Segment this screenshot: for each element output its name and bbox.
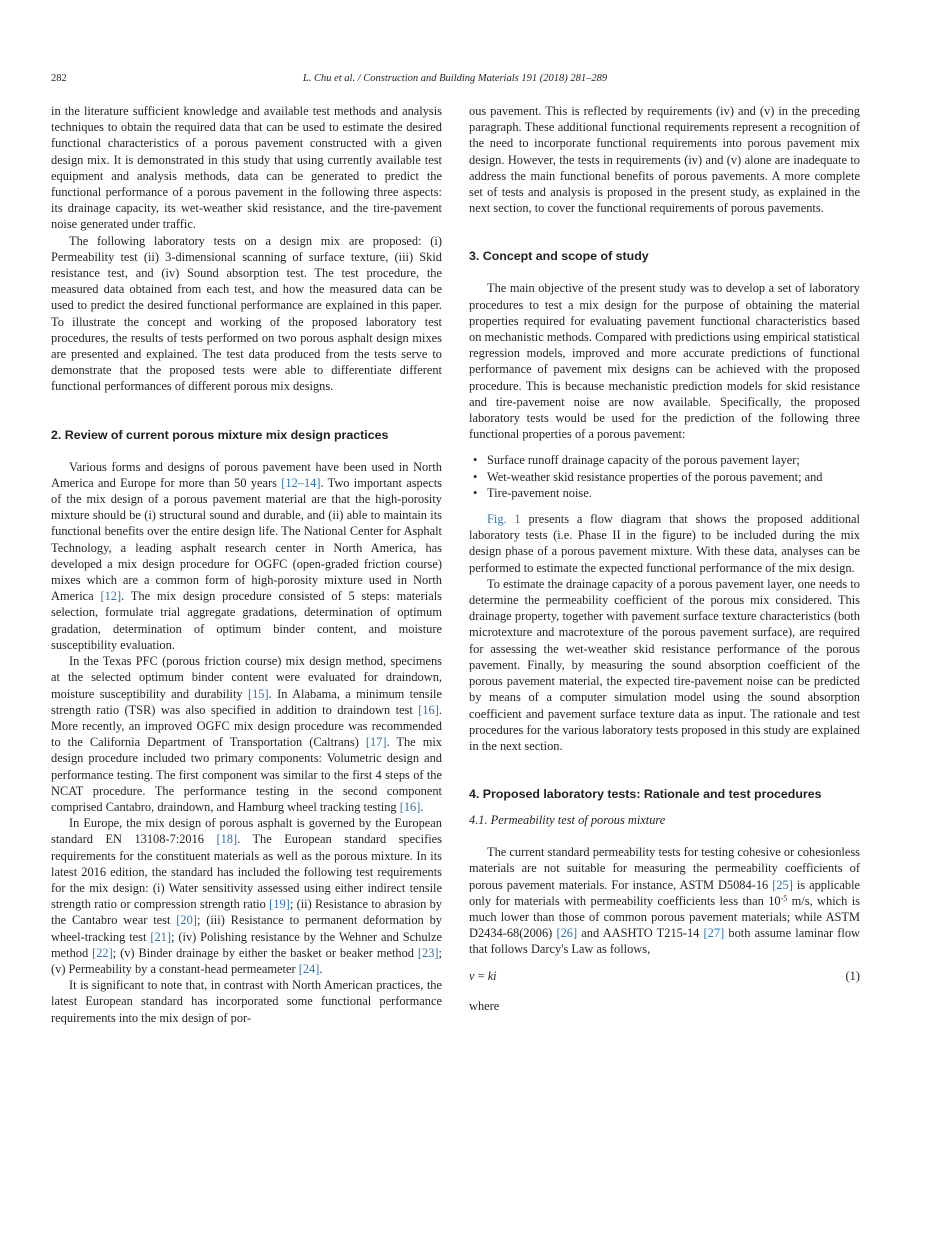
- page-number: 282: [51, 73, 67, 84]
- paragraph: The current standard permeability tests for testing cohesive or cohesionless materials are not suitable for measuring the permeability coefficients of porous pavement materials. For instance, ASTM D5084-16 [25] is applicable only for materials with permeability coefficients less than $10^{-5}$ m/s, which is much lower than those of common porous pavement materials; while ASTM D2434-68(2006) [26] and AASHTO T215-14 [27] both assume laminar flow that follows Darcy's Law as follows,: [469, 845, 861, 957]
- paragraph: In Europe, the mix design of porous asphalt is governed by the European standard EN 13108-7:2016 [18]. The European standard specifies requirements for the constituent materials as well as the porous mixture. In its latest 2016 edition, the standard has included the following test requirements for the mix design: (i) Water sensitivity assessed using either indirect tensile strength ratio or compression strength ratio [19]; (ii) Resistance to abrasion by the Cantabro wear test [20]; (iii) Resistance to permanent deformation by wheel-tracking test [21]; (iv) Polishing resistance by the Wehner and Schulze method [22]; (v) Binder drainage by either the basket or beaker method [23]; (v) Permeability by a constant-head permeameter [24].: [51, 816, 443, 976]
- paragraph: To estimate the drainage capacity of a porous pavement layer, one needs to determine the permeability coefficient of the porous mix considered. This drainage property, together with pavement surface texture characteristics (both microtexture and macrotexture of the porous pavement surface), are required for assessing the wet-weather skid resistance performance of the porous pavement. Finally, by measuring the sound absorption coefficient of the porous pavement material, the expected tire-pavement noise can be predicted by means of a computer simulation model using the sound absorption coefficient and pavement surface texture data as input. The rationale and test procedures for the various laboratory tests proposed in this study are explained in the next section.: [469, 576, 860, 753]
- list-item: • Tire-pavement noise.: [473, 485, 592, 500]
- citation-link[interactable]: [25]: [772, 877, 793, 892]
- paragraph: The main objective of the present study was to develop a set of laboratory procedures to test a mix design for the purpose of obtaining the material properties required for evaluating pavement functional characteristics based on mechanistic methods. Compared with predictions using empirical statistical regression models, improved and more accurate predictions of functional performance of pavement mix designs can be achieved with the proposed procedure. This is because mechanistic prediction models for skid resistance and tire-pavement noise are now available. Specifically, the proposed laboratory tests would be used for the prediction of the following three functional properties of a porous pavement:: [469, 281, 860, 442]
- citation-link[interactable]: [21]: [150, 929, 172, 944]
- citation-link[interactable]: [26]: [556, 926, 578, 941]
- paragraph: It is significant to note that, in contrast with North American practices, the latest European standard has incorporated some functional performance requirements into the mix design of por-: [51, 978, 442, 1025]
- citation-link[interactable]: [27]: [703, 926, 725, 941]
- paragraph: where: [469, 998, 500, 1013]
- journal-citation: L. Chu et al. / Construction and Building Materials 191 (2018) 281–289: [302, 73, 608, 84]
- left-column: [51, 103, 442, 1026]
- list-item: • Wet-weather skid resistance properties of the porous pavement; and: [473, 469, 823, 484]
- right-column: [469, 103, 860, 1014]
- paragraph: Various forms and designs of porous pavement have been used in North America and Europe for more than 50 years [12–14]. Two important aspects of the mix design of a porous pavement material are that the high-porosity mixture should be (i) structural sound and durable, and (ii) able to maintain its functional benefits over the entire design life. The National Center for Asphalt Technology, a leading asphalt research center in North America, has developed a mix design procedure for OGFC (open-graded friction course) mixes which are a common form of high-porosity mixture used in North America [12]. The mix design procedure consisted of 5 steps: materials selection, formulate trial aggregate gradations, determination of optimum gradation, determination of optimum binder content, and moisture susceptibility evaluation.: [51, 459, 442, 652]
- paragraph: In the Texas PFC (porous friction course) mix design method, specimens at the selected optimum binder content were evaluated for draindown, moisture susceptibility and durability [15]. In Alabama, a minimum tensile strength ratio (TSR) was also specified in addition to draindown test [16]. More recently, an improved OGFC mix design procedure was recommended to the California Department of Transportation (Caltrans) [17]. The mix design procedure included two primary components: Volumetric design and performance testing. The first component was similar to the first 4 steps of the NCAT procedure. The performance testing in the second component comprised Cantabro, draindown, and Hamburg wheel tracking testing [16].: [51, 654, 442, 814]
- subsection-heading: 4.1. Permeability test of porous mixture: [469, 813, 666, 828]
- bullet-icon: •: [473, 469, 478, 484]
- section-heading: 3. Concept and scope of study: [469, 249, 649, 264]
- paragraph: ous pavement. This is reflected by requirements (iv) and (v) in the preceding paragraph. These additional functional requirements represent a recognition of the need to incorporate functional requirements into porous pavement mix design. However, the tests in requirements (iv) and (v) alone are inadequate to address the main functional benefits of porous pavements. A more complete set of tests and analysis is proposed in the present study, as explained in the next section, to cover the functional requirements of porous pavements.: [469, 104, 860, 216]
- citation-link[interactable]: [15]: [247, 686, 269, 701]
- citation-link[interactable]: [20]: [176, 913, 197, 928]
- citation-link[interactable]: [18]: [216, 832, 238, 847]
- equation-rhs: ki: [487, 968, 497, 983]
- citation-link[interactable]: [23]: [417, 945, 439, 960]
- figure-link[interactable]: Fig. 1: [487, 512, 521, 527]
- paragraph: The following laboratory tests on a design mix are proposed: (i) Permeability test (ii) 3-dimensional scanning of surface texture, (iii) Skid resistance test, and (iv) Sound absorption test. The test procedure, the measured data obtained from each test, and how the measured data can be used to predict the desired functional performance are explained in this paper. To illustrate the concept and working of the proposed laboratory test procedures, the results of tests performed on two porous asphalt design mixes are presented and explained. The test data produced from the tests serve to demonstrate that the proposed tests were able to differentiate different functional performances of different porous mix designs.: [51, 233, 442, 394]
- paragraph: Fig. 1 presents a flow diagram that shows the proposed additional laboratory tests (i.e. Phase II in the figure) to be included during the mix design phase of a porous pavement mixture. With these data, analyses can be performed to estimate the expected functional performance of the mix design.: [469, 512, 861, 575]
- equation-number: (1): [845, 968, 860, 983]
- list-item: • Surface runoff drainage capacity of the porous pavement layer;: [473, 453, 800, 468]
- equation: [469, 968, 860, 984]
- equals-sign: =: [474, 968, 488, 983]
- paragraph: in the literature sufficient knowledge and available test methods and analysis techniques to obtain the required data that can be used to estimate the desired functional characteristics of a porous pavement constructed with a given design mix. It is demonstrated in this study that using currently available test equipment and analysis methods, data can be generated to predict the functional performance of a porous pavement in the following three aspects: its drainage capacity, its wet-weather skid resistance, and the tire-pavement noise generated under traffic.: [51, 104, 442, 232]
- bullet-icon: •: [473, 485, 478, 500]
- citation-link[interactable]: [12–14]: [281, 475, 321, 490]
- citation-link[interactable]: [19]: [269, 897, 290, 912]
- citation-link[interactable]: [22]: [92, 945, 113, 960]
- section-heading: 2. Review of current porous mixture mix design practices: [51, 427, 389, 442]
- section-heading: 4. Proposed laboratory tests: Rationale and test procedures: [469, 787, 822, 802]
- citation-link[interactable]: [24]: [298, 961, 320, 976]
- superscript: -5: [780, 893, 788, 903]
- bullet-icon: •: [473, 453, 478, 468]
- citation-link[interactable]: [12]: [100, 589, 122, 604]
- citation-link[interactable]: [16]: [418, 702, 439, 717]
- citation-link[interactable]: [17]: [365, 735, 387, 750]
- equation-lhs: v: [469, 968, 475, 983]
- bullet-list: [469, 452, 860, 501]
- citation-link[interactable]: [16]: [399, 799, 421, 814]
